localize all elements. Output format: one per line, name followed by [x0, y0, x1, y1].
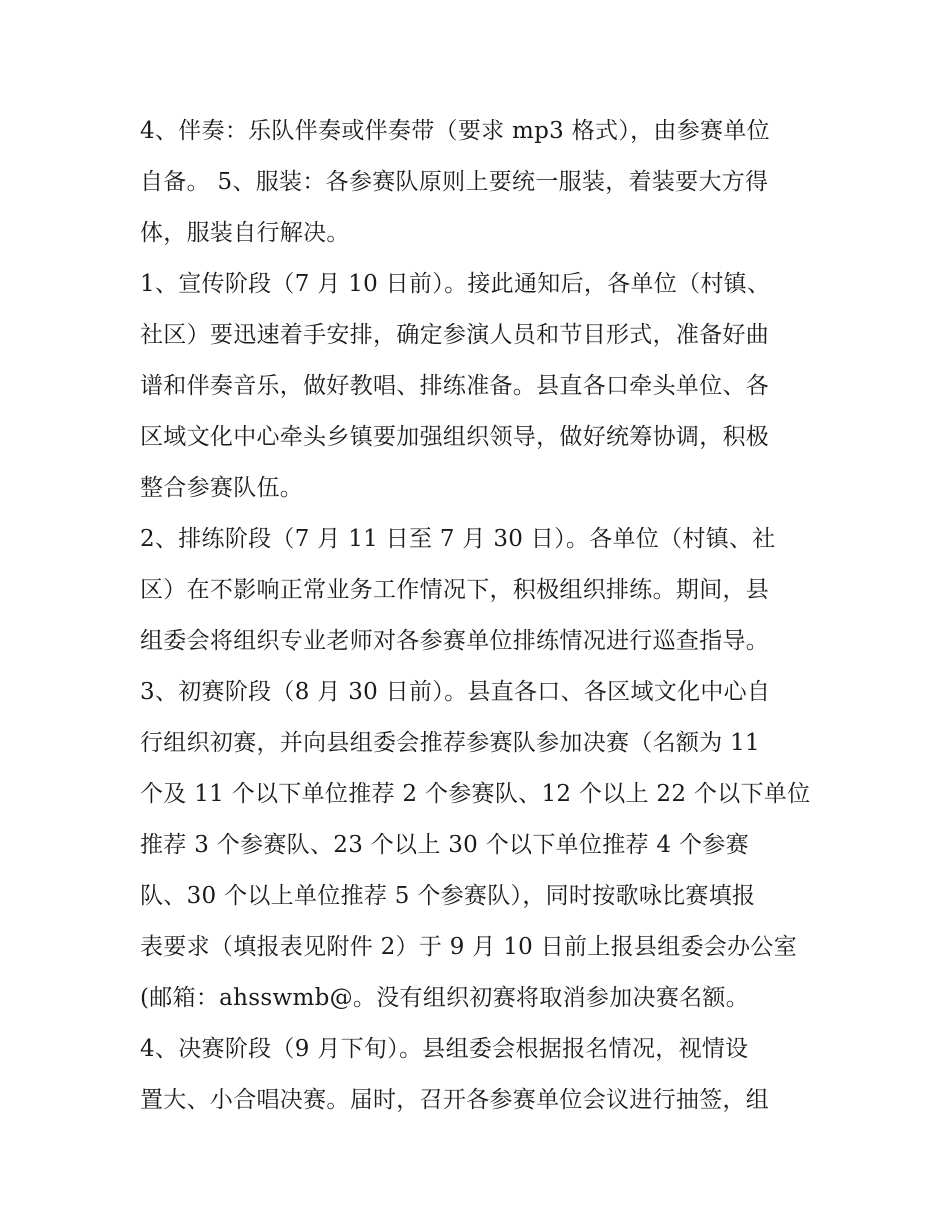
text-line: 组委会将组织专业老师对各参赛单位排练情况进行巡查指导。 [140, 628, 770, 654]
text-line: 行组织初赛，并向县组委会推荐参赛队参加决赛（名额为 11 [140, 730, 760, 756]
text-line: 个及 11 个以下单位推荐 2 个参赛队、12 个以上 22 个以下单位 [140, 781, 811, 807]
text-line: 置大、小合唱决赛。届时，召开各参赛单位会议进行抽签，组 [140, 1087, 770, 1113]
text-line: 社区）要迅速着手安排，确定参演人员和节目形式，准备好曲 [140, 322, 770, 348]
text-line: 区域文化中心牵头乡镇要加强组织领导，做好统筹协调，积极 [140, 424, 770, 450]
text-line: 谱和伴奏音乐，做好教唱、排练准备。县直各口牵头单位、各 [140, 373, 770, 399]
text-line: 队、30 个以上单位推荐 5 个参赛队），同时按歌咏比赛填报 [140, 883, 756, 909]
text-line: 3、初赛阶段（8 月 30 日前）。县直各口、各区域文化中心自 [140, 679, 771, 705]
text-line: 自备。 5、服装：各参赛队原则上要统一服装，着装要大方得 [140, 169, 769, 195]
text-line: 整合参赛队伍。 [140, 475, 304, 501]
text-line: 2、排练阶段（7 月 11 日至 7 月 30 日）。各单位（村镇、社 [140, 526, 776, 552]
text-line: (邮箱：ahsswmb@。没有组织初赛将取消参加决赛名额。 [140, 985, 750, 1011]
text-line: 体，服装自行解决。 [140, 220, 350, 246]
text-line: 4、决赛阶段（9 月下旬）。县组委会根据报名情况，视情设 [140, 1036, 749, 1062]
text-line: 表要求（填报表见附件 2）于 9 月 10 日前上报县组委会办公室 [140, 934, 797, 960]
text-line: 推荐 3 个参赛队、23 个以上 30 个以下单位推荐 4 个参赛 [140, 832, 749, 858]
text-line: 区）在不影响正常业务工作情况下，积极组织排练。期间，县 [140, 577, 770, 603]
text-line: 1、宣传阶段（7 月 10 日前）。接此通知后，各单位（村镇、 [140, 271, 771, 297]
text-line: 4、伴奏：乐队伴奏或伴奏带（要求 mp3 格式），由参赛单位 [140, 118, 770, 144]
document-body [140, 106, 820, 1126]
